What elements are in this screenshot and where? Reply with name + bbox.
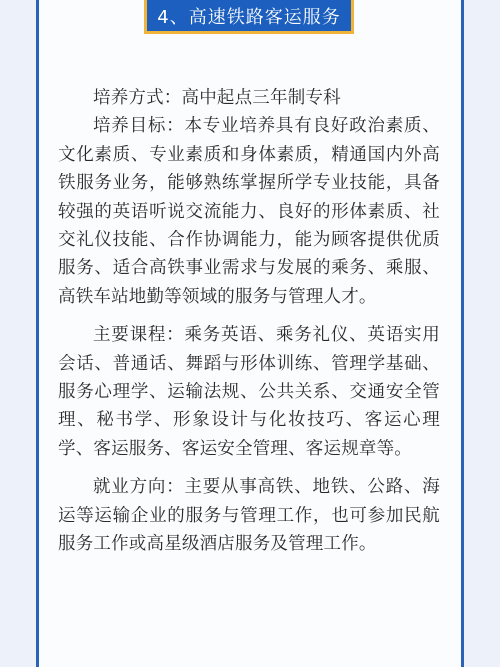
training-mode-paragraph: 培养方式：高中起点三年制专科 xyxy=(93,88,341,108)
training-goal-paragraph: 培养目标：本专业培养具有良好政治素质、文化素质、专业素质和身体素质，精通国内外高铁服务业务，能够熟练掌握所学专业技能，具备较强的英语听说交流能力、良好的形体素质、社交礼仪技能、合作协调能力，能为顾客提供优质服务、适合高铁事业需求与发展的乘务、乘服、高铁车站地勤等领域的服务与管理人才。 xyxy=(58,116,440,307)
section-title: 4、高速铁路客运服务 xyxy=(157,6,341,28)
section-body xyxy=(58,84,440,559)
career-direction-paragraph: 就业方向：主要从事高铁、地铁、公路、海运等运输企业的服务与管理工作，也可参加民航服务工作或高星级酒店服务及管理工作。 xyxy=(58,477,440,555)
main-courses-paragraph: 主要课程：乘务英语、乘务礼仪、英语实用会话、普通话、舞蹈与形体训练、管理学基础、服务心理学、运输法规、公共关系、交通安全管理、秘书学、形象设计与化妆技巧、客运心理学、客运服务、客运安全管理、客运规章等。 xyxy=(58,325,440,459)
right-border-line xyxy=(461,0,464,667)
section-title-banner xyxy=(144,0,354,34)
